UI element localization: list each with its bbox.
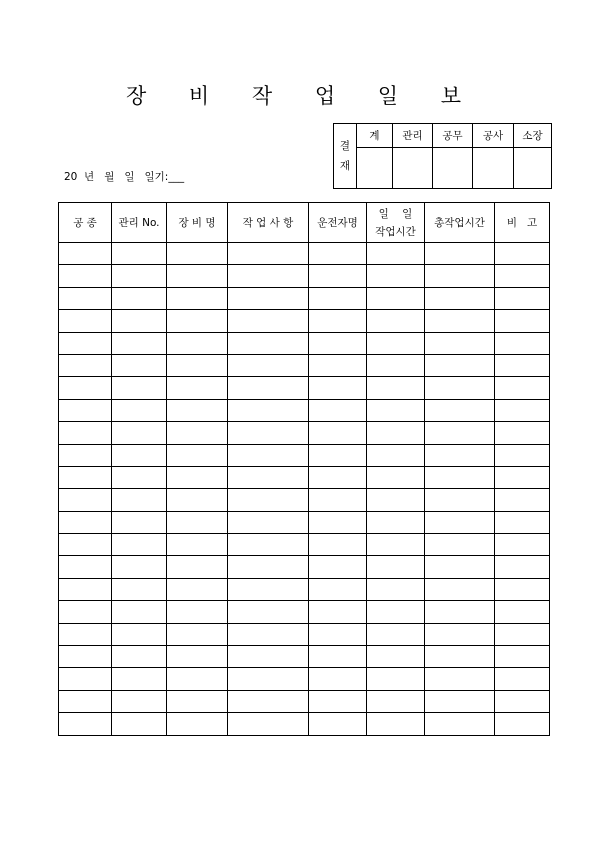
table-cell[interactable]: [228, 287, 309, 309]
table-cell[interactable]: [228, 601, 309, 623]
table-row: [59, 243, 550, 265]
table-cell[interactable]: [59, 332, 112, 354]
table-cell[interactable]: [367, 399, 425, 421]
table-cell[interactable]: [367, 332, 425, 354]
table-cell[interactable]: [112, 601, 167, 623]
table-cell[interactable]: [228, 444, 309, 466]
header-work-type: 공 종: [59, 203, 112, 243]
table-cell[interactable]: [425, 511, 495, 533]
table-cell[interactable]: [59, 601, 112, 623]
table-cell[interactable]: [167, 265, 228, 287]
approval-header-gongsa: 공사: [473, 124, 514, 148]
table-cell[interactable]: [228, 332, 309, 354]
table-cell[interactable]: [367, 713, 425, 735]
table-cell[interactable]: [59, 578, 112, 600]
table-cell[interactable]: [309, 377, 367, 399]
table-cell[interactable]: [112, 310, 167, 332]
table-cell[interactable]: [112, 243, 167, 265]
table-cell[interactable]: [495, 534, 550, 556]
table-cell[interactable]: [425, 534, 495, 556]
table-cell[interactable]: [425, 668, 495, 690]
table-row: [59, 489, 550, 511]
table-row: [59, 354, 550, 376]
table-cell[interactable]: [425, 623, 495, 645]
table-cell[interactable]: [367, 354, 425, 376]
table-cell[interactable]: [228, 623, 309, 645]
table-cell[interactable]: [309, 489, 367, 511]
table-cell[interactable]: [495, 399, 550, 421]
approval-sign-cell[interactable]: [357, 148, 393, 189]
table-cell[interactable]: [167, 713, 228, 735]
table-cell[interactable]: [228, 511, 309, 533]
table-cell[interactable]: [112, 466, 167, 488]
table-cell[interactable]: [309, 243, 367, 265]
table-cell[interactable]: [367, 377, 425, 399]
table-cell[interactable]: [495, 646, 550, 668]
header-operator-name: 운전자명: [309, 203, 367, 243]
table-cell[interactable]: [167, 422, 228, 444]
table-cell[interactable]: [309, 534, 367, 556]
table-cell[interactable]: [367, 668, 425, 690]
table-cell[interactable]: [112, 265, 167, 287]
table-cell[interactable]: [228, 466, 309, 488]
table-row: [59, 466, 550, 488]
table-cell[interactable]: [228, 243, 309, 265]
table-cell[interactable]: [425, 578, 495, 600]
table-cell[interactable]: [367, 556, 425, 578]
table-row: [59, 287, 550, 309]
approval-side-label-2: 재: [339, 160, 351, 172]
table-cell[interactable]: [112, 690, 167, 712]
table-row: [59, 310, 550, 332]
table-row: [59, 690, 550, 712]
table-cell[interactable]: [495, 332, 550, 354]
table-cell[interactable]: [112, 713, 167, 735]
approval-sign-cell[interactable]: [393, 148, 433, 189]
table-cell[interactable]: [59, 466, 112, 488]
table-cell[interactable]: [309, 556, 367, 578]
table-cell[interactable]: [59, 444, 112, 466]
table-cell[interactable]: [112, 422, 167, 444]
approval-sign-cell[interactable]: [514, 148, 552, 189]
table-cell[interactable]: [59, 377, 112, 399]
table-cell[interactable]: [112, 534, 167, 556]
table-cell[interactable]: [112, 578, 167, 600]
table-cell[interactable]: [425, 354, 495, 376]
table-cell[interactable]: [309, 668, 367, 690]
table-cell[interactable]: [167, 444, 228, 466]
approval-header-sojang: 소장: [514, 124, 552, 148]
header-management-no: 관리 No.: [112, 203, 167, 243]
table-cell[interactable]: [309, 399, 367, 421]
table-row: [59, 265, 550, 287]
table-cell[interactable]: [495, 265, 550, 287]
table-cell[interactable]: [228, 556, 309, 578]
table-row: [59, 668, 550, 690]
table-cell[interactable]: [309, 354, 367, 376]
table-cell[interactable]: [112, 399, 167, 421]
approval-header-gye: 계: [357, 124, 393, 148]
table-cell[interactable]: [309, 265, 367, 287]
date-weather-line: 20 년 월 일 일기:___: [64, 171, 185, 183]
table-cell[interactable]: [425, 399, 495, 421]
table-cell[interactable]: [59, 265, 112, 287]
table-cell[interactable]: [112, 489, 167, 511]
table-cell[interactable]: [495, 578, 550, 600]
table-cell[interactable]: [495, 601, 550, 623]
table-cell[interactable]: [425, 444, 495, 466]
table-cell[interactable]: [167, 623, 228, 645]
table-cell[interactable]: [495, 668, 550, 690]
table-cell[interactable]: [309, 287, 367, 309]
table-cell[interactable]: [228, 489, 309, 511]
table-cell[interactable]: [495, 444, 550, 466]
header-total-work-hours: 총작업시간: [425, 203, 495, 243]
table-row: [59, 534, 550, 556]
table-cell[interactable]: [309, 511, 367, 533]
header-daily-work-hours: 일 일 작업시간: [367, 203, 425, 243]
table-cell[interactable]: [228, 646, 309, 668]
table-cell[interactable]: [309, 422, 367, 444]
table-cell[interactable]: [112, 332, 167, 354]
table-cell[interactable]: [495, 310, 550, 332]
table-row: [59, 646, 550, 668]
table-cell[interactable]: [495, 556, 550, 578]
table-cell[interactable]: [495, 690, 550, 712]
table-cell[interactable]: [228, 354, 309, 376]
table-cell[interactable]: [228, 578, 309, 600]
table-header-row: [59, 203, 550, 243]
table-cell[interactable]: [367, 265, 425, 287]
table-cell[interactable]: [495, 287, 550, 309]
table-cell[interactable]: [112, 354, 167, 376]
table-cell[interactable]: [367, 466, 425, 488]
table-cell[interactable]: [495, 243, 550, 265]
approval-side-label: [334, 124, 357, 189]
table-row: [59, 556, 550, 578]
table-cell[interactable]: [59, 690, 112, 712]
table-cell[interactable]: [425, 310, 495, 332]
table-cell[interactable]: [367, 601, 425, 623]
table-cell[interactable]: [112, 444, 167, 466]
table-cell[interactable]: [309, 713, 367, 735]
table-cell[interactable]: [309, 578, 367, 600]
table-cell[interactable]: [228, 534, 309, 556]
approval-sign-cell[interactable]: [473, 148, 514, 189]
table-cell[interactable]: [495, 354, 550, 376]
table-cell[interactable]: [228, 310, 309, 332]
table-cell[interactable]: [425, 713, 495, 735]
table-cell[interactable]: [228, 690, 309, 712]
table-cell[interactable]: [367, 690, 425, 712]
table-cell[interactable]: [425, 646, 495, 668]
table-cell[interactable]: [367, 534, 425, 556]
table-cell[interactable]: [367, 310, 425, 332]
table-cell[interactable]: [167, 578, 228, 600]
table-cell[interactable]: [167, 511, 228, 533]
table-cell[interactable]: [228, 265, 309, 287]
table-cell[interactable]: [167, 556, 228, 578]
page-title: 장 비 작 업 일 보: [125, 84, 480, 108]
table-cell[interactable]: [367, 623, 425, 645]
table-cell[interactable]: [112, 287, 167, 309]
table-cell[interactable]: [495, 466, 550, 488]
table-cell[interactable]: [309, 623, 367, 645]
table-cell[interactable]: [309, 646, 367, 668]
table-cell[interactable]: [59, 511, 112, 533]
table-row: [59, 623, 550, 645]
table-row: [59, 422, 550, 444]
approval-header-gwanri: 관리: [393, 124, 433, 148]
table-cell[interactable]: [425, 243, 495, 265]
table-cell[interactable]: [495, 377, 550, 399]
table-cell[interactable]: [112, 556, 167, 578]
table-cell[interactable]: [167, 377, 228, 399]
table-cell[interactable]: [309, 690, 367, 712]
table-cell[interactable]: [167, 287, 228, 309]
table-cell[interactable]: [112, 377, 167, 399]
approval-header-gongmu: 공무: [433, 124, 473, 148]
table-cell[interactable]: [59, 310, 112, 332]
table-cell[interactable]: [367, 287, 425, 309]
table-cell[interactable]: [167, 310, 228, 332]
table-cell[interactable]: [167, 332, 228, 354]
table-cell[interactable]: [59, 534, 112, 556]
table-row: [59, 399, 550, 421]
table-cell[interactable]: [425, 601, 495, 623]
table-cell[interactable]: [367, 578, 425, 600]
approval-box: [333, 123, 552, 189]
table-cell[interactable]: [425, 377, 495, 399]
table-cell[interactable]: [367, 243, 425, 265]
table-cell[interactable]: [167, 601, 228, 623]
table-cell[interactable]: [309, 310, 367, 332]
table-cell[interactable]: [495, 511, 550, 533]
table-cell[interactable]: [112, 623, 167, 645]
table-cell[interactable]: [309, 466, 367, 488]
table-cell[interactable]: [59, 243, 112, 265]
table-cell[interactable]: [59, 422, 112, 444]
table-cell[interactable]: [425, 690, 495, 712]
table-cell[interactable]: [59, 489, 112, 511]
header-work-details: 작 업 사 항: [228, 203, 309, 243]
table-cell[interactable]: [228, 668, 309, 690]
table-cell[interactable]: [167, 534, 228, 556]
table-cell[interactable]: [112, 511, 167, 533]
table-cell[interactable]: [59, 287, 112, 309]
table-cell[interactable]: [425, 332, 495, 354]
header-remarks: 비 고: [495, 203, 550, 243]
table-cell[interactable]: [59, 399, 112, 421]
table-cell[interactable]: [59, 623, 112, 645]
table-cell[interactable]: [425, 466, 495, 488]
table-cell[interactable]: [367, 511, 425, 533]
table-row: [59, 713, 550, 735]
table-cell[interactable]: [167, 243, 228, 265]
work-log-table: [58, 202, 550, 736]
approval-sign-cell[interactable]: [433, 148, 473, 189]
table-cell[interactable]: [228, 422, 309, 444]
table-row: [59, 377, 550, 399]
table-cell[interactable]: [495, 489, 550, 511]
table-cell[interactable]: [167, 690, 228, 712]
table-cell[interactable]: [495, 623, 550, 645]
table-cell[interactable]: [309, 601, 367, 623]
table-cell[interactable]: [367, 444, 425, 466]
table-row: [59, 511, 550, 533]
table-cell[interactable]: [425, 265, 495, 287]
table-cell[interactable]: [167, 466, 228, 488]
table-cell[interactable]: [495, 422, 550, 444]
table-cell[interactable]: [167, 646, 228, 668]
table-cell[interactable]: [309, 332, 367, 354]
table-cell[interactable]: [367, 489, 425, 511]
table-cell[interactable]: [228, 377, 309, 399]
table-cell[interactable]: [112, 646, 167, 668]
table-cell[interactable]: [167, 399, 228, 421]
table-row: [59, 444, 550, 466]
table-cell[interactable]: [425, 489, 495, 511]
table-cell[interactable]: [112, 668, 167, 690]
table-cell[interactable]: [167, 489, 228, 511]
table-cell[interactable]: [425, 422, 495, 444]
table-cell[interactable]: [309, 444, 367, 466]
table-cell[interactable]: [367, 422, 425, 444]
table-cell[interactable]: [228, 399, 309, 421]
table-cell[interactable]: [59, 556, 112, 578]
table-row: [59, 578, 550, 600]
table-cell[interactable]: [59, 668, 112, 690]
table-cell[interactable]: [425, 556, 495, 578]
table-cell[interactable]: [167, 354, 228, 376]
table-cell[interactable]: [59, 354, 112, 376]
approval-side-label-1: 결: [339, 140, 351, 152]
table-cell[interactable]: [367, 646, 425, 668]
table-cell[interactable]: [425, 287, 495, 309]
table-cell[interactable]: [59, 646, 112, 668]
table-cell[interactable]: [59, 713, 112, 735]
table-cell[interactable]: [167, 668, 228, 690]
table-cell[interactable]: [228, 713, 309, 735]
table-cell[interactable]: [495, 713, 550, 735]
header-equipment-name: 장 비 명: [167, 203, 228, 243]
table-row: [59, 332, 550, 354]
table-row: [59, 601, 550, 623]
